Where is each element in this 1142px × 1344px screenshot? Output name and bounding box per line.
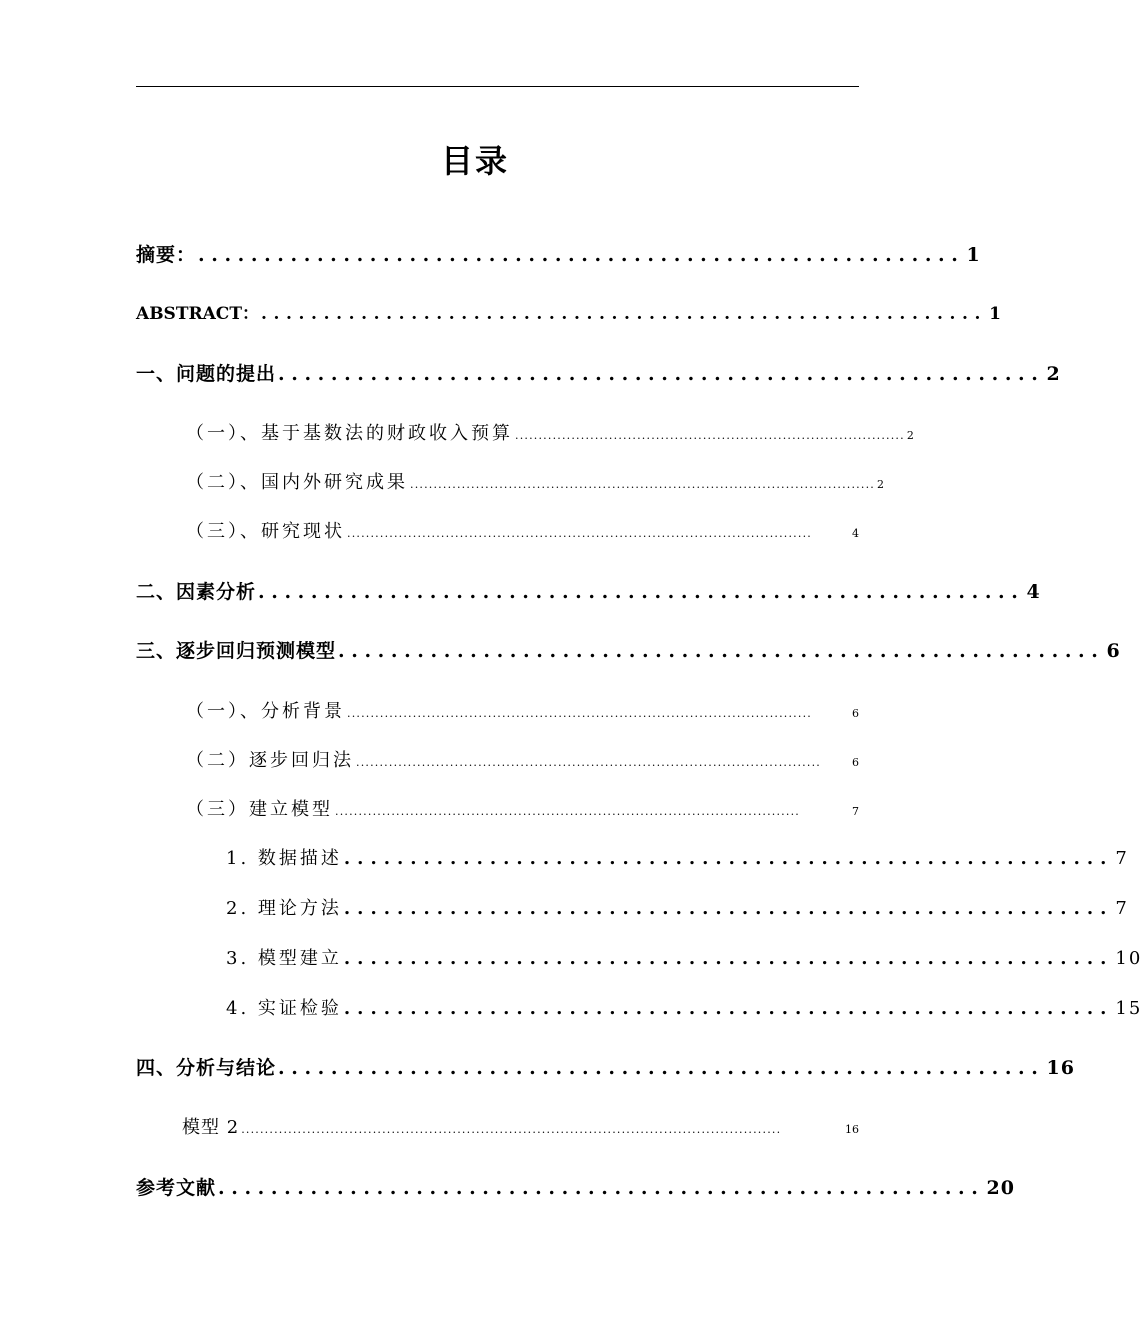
toc-entry-label: 3. 模型建立 [226, 948, 342, 969]
toc-entry-3-3-2[interactable] [226, 894, 1129, 924]
toc-page-number: 7 [852, 805, 859, 818]
toc-entry-section-3[interactable] [136, 636, 1121, 666]
toc-leader-dots: .......................................................... [198, 244, 965, 266]
toc-entry-3-2[interactable] [186, 746, 859, 776]
toc-entry-label: 4. 实证检验 [226, 998, 342, 1019]
toc-leader-dots: ................................................................................................... [347, 527, 812, 540]
toc-entry-4-1[interactable] [182, 1113, 859, 1143]
toc-page-number: 6 [852, 707, 859, 720]
toc-leader-dots: .......................................................... [343, 998, 1114, 1019]
toc-entry-label: （二）逐步回归法 [186, 750, 354, 771]
toc-entry-label: 一、问题的提出 [136, 363, 277, 385]
toc-entry-label: （一）、分析背景 [186, 701, 345, 722]
toc-entry-3-3[interactable] [186, 795, 859, 825]
header-rule [136, 86, 859, 87]
toc-entry-references[interactable] [136, 1173, 1015, 1203]
toc-entry-label: 1. 数据描述 [226, 848, 342, 869]
toc-entry-1-3[interactable] [186, 517, 859, 547]
toc-entry-label: 三、逐步回归预测模型 [136, 640, 337, 662]
toc-leader-dots: .......................................................... [343, 898, 1114, 919]
toc-entry-section-2[interactable] [136, 577, 1041, 607]
toc-entry-label: （二）、国内外研究成果 [186, 472, 408, 493]
toc-entry-abstract-cn[interactable] [136, 240, 981, 270]
toc-title: 目录 [440, 142, 509, 180]
toc-page-number: 16 [1046, 1057, 1075, 1079]
toc-entry-1-1[interactable] [186, 419, 914, 449]
toc-leader-dots: .......................................................... [278, 363, 1045, 385]
toc-page-number: 1 [989, 304, 1001, 324]
toc-page-number: 15 [1115, 998, 1142, 1019]
toc-entry-label: 四、分析与结论 [136, 1057, 277, 1079]
toc-page-number: 4 [852, 527, 859, 540]
toc-leader-dots: ................................................................................................... [347, 707, 812, 720]
toc-leader-dots: .......................................................... [258, 581, 1025, 603]
toc-page-number: 2 [1046, 363, 1061, 385]
toc-entry-abstract-en[interactable] [136, 299, 1001, 329]
toc-page-number: 4 [1026, 581, 1041, 603]
toc-entry-label: 摘要： [136, 244, 197, 266]
toc-page-number: 6 [1106, 640, 1121, 662]
toc-page-number: 1 [966, 244, 981, 266]
toc-leader-dots: ................................................................................................................... [241, 1123, 782, 1136]
toc-entry-3-3-1[interactable] [226, 844, 1129, 874]
toc-entry-label: （三）建立模型 [186, 799, 333, 820]
toc-entry-section-1[interactable] [136, 359, 1061, 389]
toc-page-number: 2 [876, 478, 884, 491]
toc-page-number: 16 [845, 1123, 859, 1136]
toc-entry-label: （一）、基于基数法的财政收入预算 [186, 423, 513, 444]
toc-leader-dots: .......................................................... [278, 1057, 1045, 1079]
toc-page-number: 10 [1115, 948, 1142, 969]
toc-page-number: 7 [1115, 848, 1129, 869]
toc-entry-label: （三）、研究现状 [186, 521, 345, 542]
toc-leader-dots: ................................................................................... [515, 429, 905, 442]
toc-leader-dots: .......................................................... [218, 1177, 985, 1199]
toc-leader-dots: .......................................................... [343, 948, 1114, 969]
toc-leader-dots: ................................................................................................... [356, 756, 821, 769]
toc-page-number: 2 [906, 429, 914, 442]
toc-entry-label: 二、因素分析 [136, 581, 257, 603]
toc-leader-dots: .......................................................... [343, 848, 1114, 869]
toc-leader-dots: .......................................................... [260, 304, 988, 324]
toc-entry-label: 参考文献 [136, 1177, 217, 1199]
toc-entry-label: 2. 理论方法 [226, 898, 342, 919]
toc-entry-3-3-4[interactable] [226, 994, 1142, 1024]
toc-entry-3-3-3[interactable] [226, 944, 1142, 974]
toc-page-number: 6 [852, 756, 859, 769]
toc-entry-3-1[interactable] [186, 697, 859, 727]
toc-entry-1-2[interactable] [186, 468, 884, 498]
toc-entry-section-4[interactable] [136, 1053, 1075, 1083]
toc-page-number: 7 [1115, 898, 1129, 919]
toc-entry-label: ABSTRACT： [136, 304, 259, 324]
toc-leader-dots: .......................................................... [338, 640, 1105, 662]
toc-leader-dots: ................................................................................................... [335, 805, 800, 818]
toc-page-number: 20 [986, 1177, 1015, 1199]
toc-leader-dots: ................................................................................................... [410, 478, 875, 491]
toc-entry-label: 模型 2 [182, 1117, 240, 1138]
